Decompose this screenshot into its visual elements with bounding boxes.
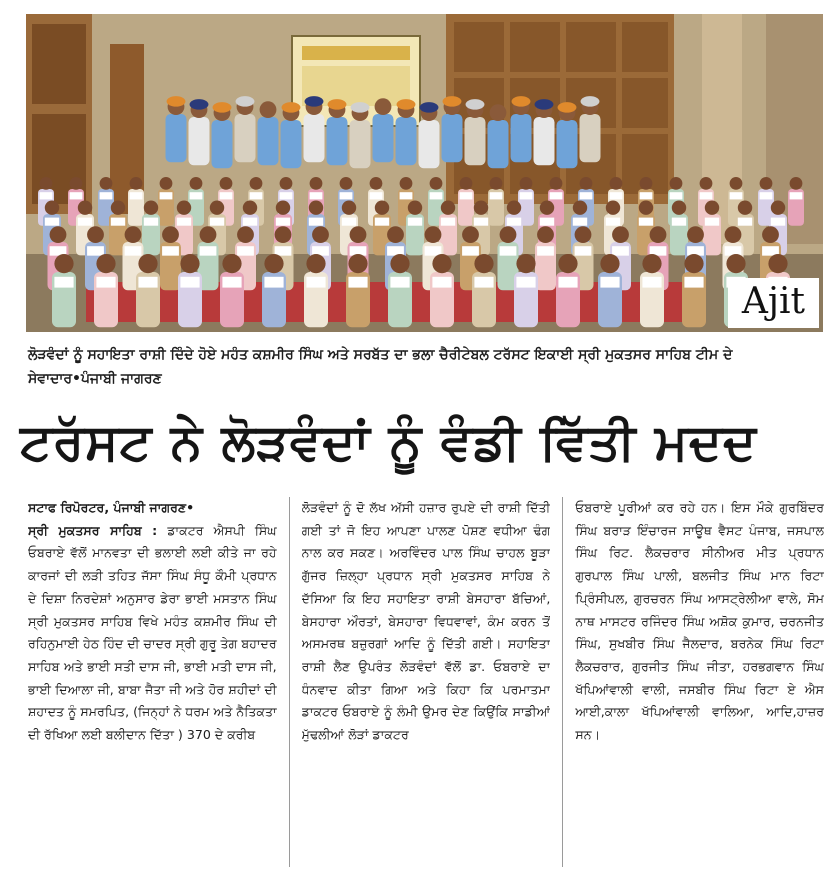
article-column-1	[28, 497, 277, 867]
article-column-2	[302, 497, 551, 867]
ajit-watermark: Ajit	[728, 278, 819, 328]
article-columns	[28, 497, 824, 867]
column-2-text: ਲੋੜਵੰਦਾਂ ਨੂੰ ਦੋ ਲੱਖ ਅੱਸੀ ਹਜ਼ਾਰ ਰੁਪਏ ਦੀ ਰਾਸ਼ੀ ਦਿੱਤੀ ਗਈ ਤਾਂ ਜੋ ਇਹ ਆਪਣਾ ਪਾਲਣ ਪੋਸ਼ਣ ਵਧੀਆ ਢੰਗ ਨਾਲ ਕਰ ਸਕਣ। ਅਰਵਿੰਦਰ ਪਾਲ ਸਿੰਘ ਚਾਹਲ ਬੂੜਾ ਗੁੱਜਰ ਜ਼ਿਲ੍ਹਾ ਪ੍ਰਧਾਨ ਸ੍ਰੀ ਮੁਕਤਸਰ ਸਾਹਿਬ ਨੇ ਦੱਸਿਆ ਕਿ ਇਹ ਸਹਾਇਤਾ ਰਾਸ਼ੀ ਬੇਸਹਾਰਾ ਬੱਚਿਆਂ, ਬੇਸਹਾਰਾ ਔਰਤਾਂ, ਬੇਸਹਾਰਾ ਵਿਧਵਾਵਾਂ, ਕੰਮ ਕਰਨ ਤੋਂ ਅਸਮਰਥ ਬਜ਼ੁਰਗਾਂ ਆਦਿ ਨੂੰ ਦਿੱਤੀ ਗਈ। ਸਹਾਇਤਾ ਰਾਸ਼ੀ ਲੈਣ ਉਪਰੰਤ ਲੋੜਵੰਦਾਂ ਵੱਲੋਂ ਡਾ. ਓਬਰਾਏ ਦਾ ਧੰਨਵਾਦ ਕੀਤਾ ਗਿਆ ਅਤੇ ਕਿਹਾ ਕਿ ਪਰਮਾਤਮਾ ਡਾਕਟਰ ਓਬਰਾਏ ਨੂੰ ਲੰਮੀ ਉਮਰ ਦੇਣ ਕਿਉਂਕਿ ਸਾਡੀਆਂ ਮੁੱਢਲੀਆਂ ਲੋੜਾਂ ਡਾਕਟਰ	[301, 500, 551, 743]
news-photo	[26, 14, 823, 332]
column-3-text: ਓਬਰਾਏ ਪੂਰੀਆਂ ਕਰ ਰਹੇ ਹਨ। ਇਸ ਮੌਕੇ ਗੁਰਬਿੰਦਰ ਸਿੰਘ ਬਰਾੜ ਇੰਚਾਰਜ ਸਾਊਥ ਵੈਸਟ ਪੰਜਾਬ, ਜਸਪਾਲ ਸਿੰਘ ਰਿਟ. ਲੈਕਚਰਾਰ ਸੀਨੀਅਰ ਮੀਤ ਪ੍ਰਧਾਨ ਗੁਰਪਾਲ ਸਿੰਘ ਪਾਲੀ, ਬਲਜੀਤ ਸਿੰਘ ਮਾਨ ਰਿਟਾ ਪ੍ਰਿੰਸੀਪਲ, ਗੁਰਚਰਨ ਸਿੰਘ ਆਸਟ੍ਰੇਲੀਆ ਵਾਲੇ, ਸੋਮ ਨਾਥ ਮਾਸਟਰ ਰਜਿੰਦਰ ਸਿੰਘ ਅਸ਼ੋਕ ਕੁਮਾਰ, ਚਰਨਜੀਤ ਸਿੰਘ, ਸੁਖਬੀਰ ਸਿੰਘ ਜੈਲਦਾਰ, ਬਰਨੇਕ ਸਿੰਘ ਰਿਟਾ ਲੈਕਚਰਾਰ, ਗੁਰਜੀਤ ਸਿੰਘ ਜੀਤਾ, ਹਰਭਗਵਾਨ ਸਿੰਘ ਖੱਪਿਆਂਵਾਲੀ ਵਾਲੀ, ਜਸਬੀਰ ਸਿੰਘ ਰਿਟਾ ਏ ਐਸ ਆਈ,ਕਾਲਾ ਖੱਪਿਆਂਵਾਲੀ ਵਾਲਿਆ, ਆਦਿ,ਹਾਜ਼ਰ ਸਨ।	[575, 500, 825, 743]
dateline: ਸ੍ਰੀ ਮੁਕਤਸਰ ਸਾਹਿਬ :	[28, 522, 158, 538]
headline: ਟਰੱਸਟ ਨੇ ਲੋੜਵੰਦਾਂ ਨੂੰ ਵੰਡੀ ਵਿੱਤੀ ਮਦਦ	[20, 413, 757, 471]
column-1-text: ਡਾਕਟਰ ਐਸਪੀ ਸਿੰਘ ਓਬਰਾਏ ਵੱਲੋਂ ਮਾਨਵਤਾ ਦੀ ਭਲਾਈ ਲਈ ਕੀਤੇ ਜਾ ਰਹੇ ਕਾਰਜਾਂ ਦੀ ਲੜੀ ਤਹਿਤ ਜੱਸਾ ਸਿੰਘ ਸੰਧੂ ਕੌਮੀ ਪ੍ਰਧਾਨ ਦੇ ਦਿਸ਼ਾ ਨਿਰਦੇਸ਼ਾਂ ਅਨੁਸਾਰ ਡੇਰਾ ਭਾਈ ਮਸਤਾਨ ਸਿੰਘ ਸ੍ਰੀ ਮੁਕਤਸਰ ਸਾਹਿਬ ਵਿਖੇ ਮਹੰਤ ਕਸ਼ਮੀਰ ਸਿੰਘ ਦੀ ਰਹਿਨੁਮਾਈ ਹੇਠ ਹਿੰਦ ਦੀ ਚਾਦਰ ਸ੍ਰੀ ਗੁਰੂ ਤੇਗ ਬਹਾਦਰ ਸਾਹਿਬ ਅਤੇ ਭਾਈ ਸਤੀ ਦਾਸ ਜੀ, ਭਾਈ ਮਤੀ ਦਾਸ ਜੀ, ਭਾਈ ਦਿਆਲਾ ਜੀ, ਬਾਬਾ ਜੈਤਾ ਜੀ ਅਤੇ ਹੋਰ ਸ਼ਹੀਦਾਂ ਦੀ ਸ਼ਹਾਦਤ ਨੂੰ ਸਮਰਪਿਤ, (ਜਿਨ੍ਹਾਂ ਨੇ ਧਰਮ ਅਤੇ ਨੈਤਿਕਤਾ ਦੀ ਰੱਖਿਆ ਲਈ ਬਲੀਦਾਨ ਦਿੱਤਾ ) 370 ਦੇ ਕਰੀਬ	[28, 522, 277, 743]
column-divider	[562, 497, 563, 867]
byline: ਸਟਾਫ ਰਿਪੋਰਟਰ, ਪੰਜਾਬੀ ਜਾਗਰਣ•	[28, 500, 195, 515]
article-column-3	[575, 497, 824, 867]
photo-illustration	[26, 14, 823, 332]
photo-caption: ਲੋੜਵੰਦਾਂ ਨੂੰ ਸਹਾਇਤਾ ਰਾਸ਼ੀ ਦਿੰਦੇ ਹੋਏ ਮਹੰਤ ਕਸ਼ਮੀਰ ਸਿੰਘ ਅਤੇ ਸਰਬੱਤ ਦਾ ਭਲਾ ਚੈਰੀਟੇਬਲ ਟਰੱਸਟ ਇਕਾਈ ਸ੍ਰੀ ਮੁਕਤਸਰ ਸਾਹਿਬ ਟੀਮ ਦੇ ਸੇਵਾਦਾਰ•ਪੰਜਾਬੀ ਜਾਗਰਣ	[28, 347, 733, 387]
column-divider	[289, 497, 290, 867]
